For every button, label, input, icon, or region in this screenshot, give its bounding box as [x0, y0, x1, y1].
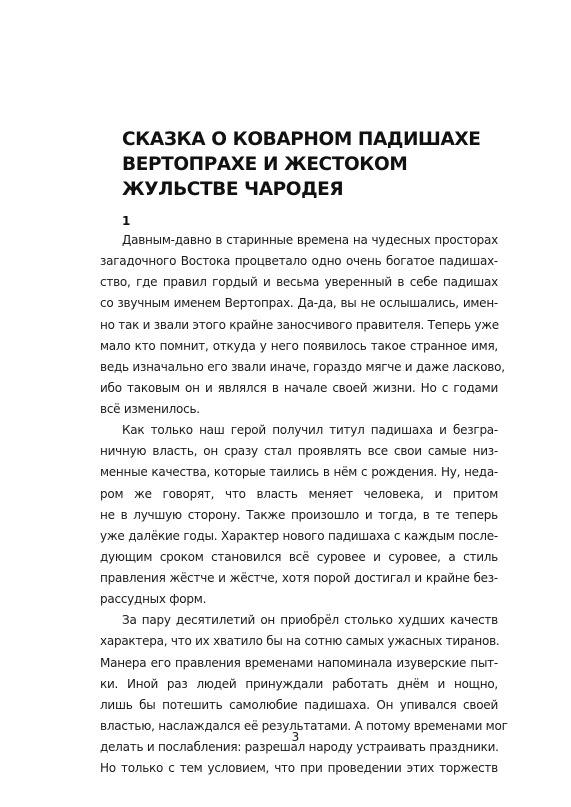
text-line: но так и звали этого крайне заносчивого правителя. Теперь уже — [100, 317, 499, 332]
text-line: мало кто помнит, откуда у него появилось такое странное имя, — [100, 338, 498, 353]
text-line: ство, где правил гордый и весьма уверенный в себе падишах — [100, 275, 498, 290]
text-line: лишь бы потешить самолюбие падишаха. Он упивался своей — [100, 697, 498, 712]
text-line: уже далёкие годы. Характер нового падишаха с каждым после- — [100, 528, 498, 543]
text-line: ром же говорят, что власть меняет человека, и притом — [100, 486, 498, 501]
text-line: Манера его правления временами напоминала изуверские пыт- — [100, 655, 498, 670]
chapter-title-line: СКАЗКА О КОВАРНОМ ПАДИШАХЕ — [122, 129, 481, 150]
text-line: Как только наш герой получил титул падишаха и безгра- — [122, 423, 498, 438]
text-line: ведь изначально его звали иначе, гораздо мягче и даже ласково, — [100, 359, 505, 374]
text-line: всё изменилось. — [100, 402, 200, 416]
text-line: со звучным именем Вертопрах. Да-да, вы не ослышались, имен- — [100, 296, 498, 311]
text-line: Но только с тем условием, что при проведении этих торжеств — [100, 761, 498, 776]
chapter-title-line: ЖУЛЬСТВЕ ЧАРОДЕЯ — [122, 179, 344, 200]
page-number: 3 — [291, 730, 300, 744]
text-line: дующим сроком становился всё суровее и суровее, а стиль — [100, 549, 498, 564]
text-line: характера, что их хватило бы на сотню самых ужасных тиранов. — [100, 634, 500, 649]
chapter-title — [122, 127, 522, 202]
section-number: 1 — [122, 214, 131, 228]
text-line: ки. Иной раз людей принуждали работать днём и нощно, — [100, 676, 498, 691]
text-line: не в лучшую сторону. Также произошло и тогда, в те теперь — [100, 507, 498, 522]
text-line: рассудных форм. — [100, 592, 207, 607]
text-line: делать и послабления: разрешал народу устраивать праздники. — [100, 740, 499, 754]
text-line: За пару десятилетий он приобрёл столько худших качеств — [122, 613, 498, 628]
text-line: загадочного Востока процветало одно очень богатое падишах- — [100, 254, 498, 269]
text-line: менные качества, которые таились в нём с рождения. Ну, недa- — [100, 465, 498, 480]
chapter-title-line: ВЕРТОПРАХЕ И ЖЕСТОКОМ — [122, 154, 408, 175]
text-line: властью, наслаждался её результатами. А потому временами мог — [100, 718, 508, 733]
text-line: ибо таковым он и являлся в начале своей жизни. Но с годами — [100, 380, 498, 395]
body-text — [100, 230, 508, 779]
text-line: Давным-давно в старинные времена на чудесных просторах — [122, 233, 498, 247]
text-line: правления жёстче и жёстче, хотя порой достигал и крайне без- — [100, 571, 498, 585]
text-line: ничную власть, он сразу стал проявлять все свои самые низ- — [100, 444, 498, 459]
